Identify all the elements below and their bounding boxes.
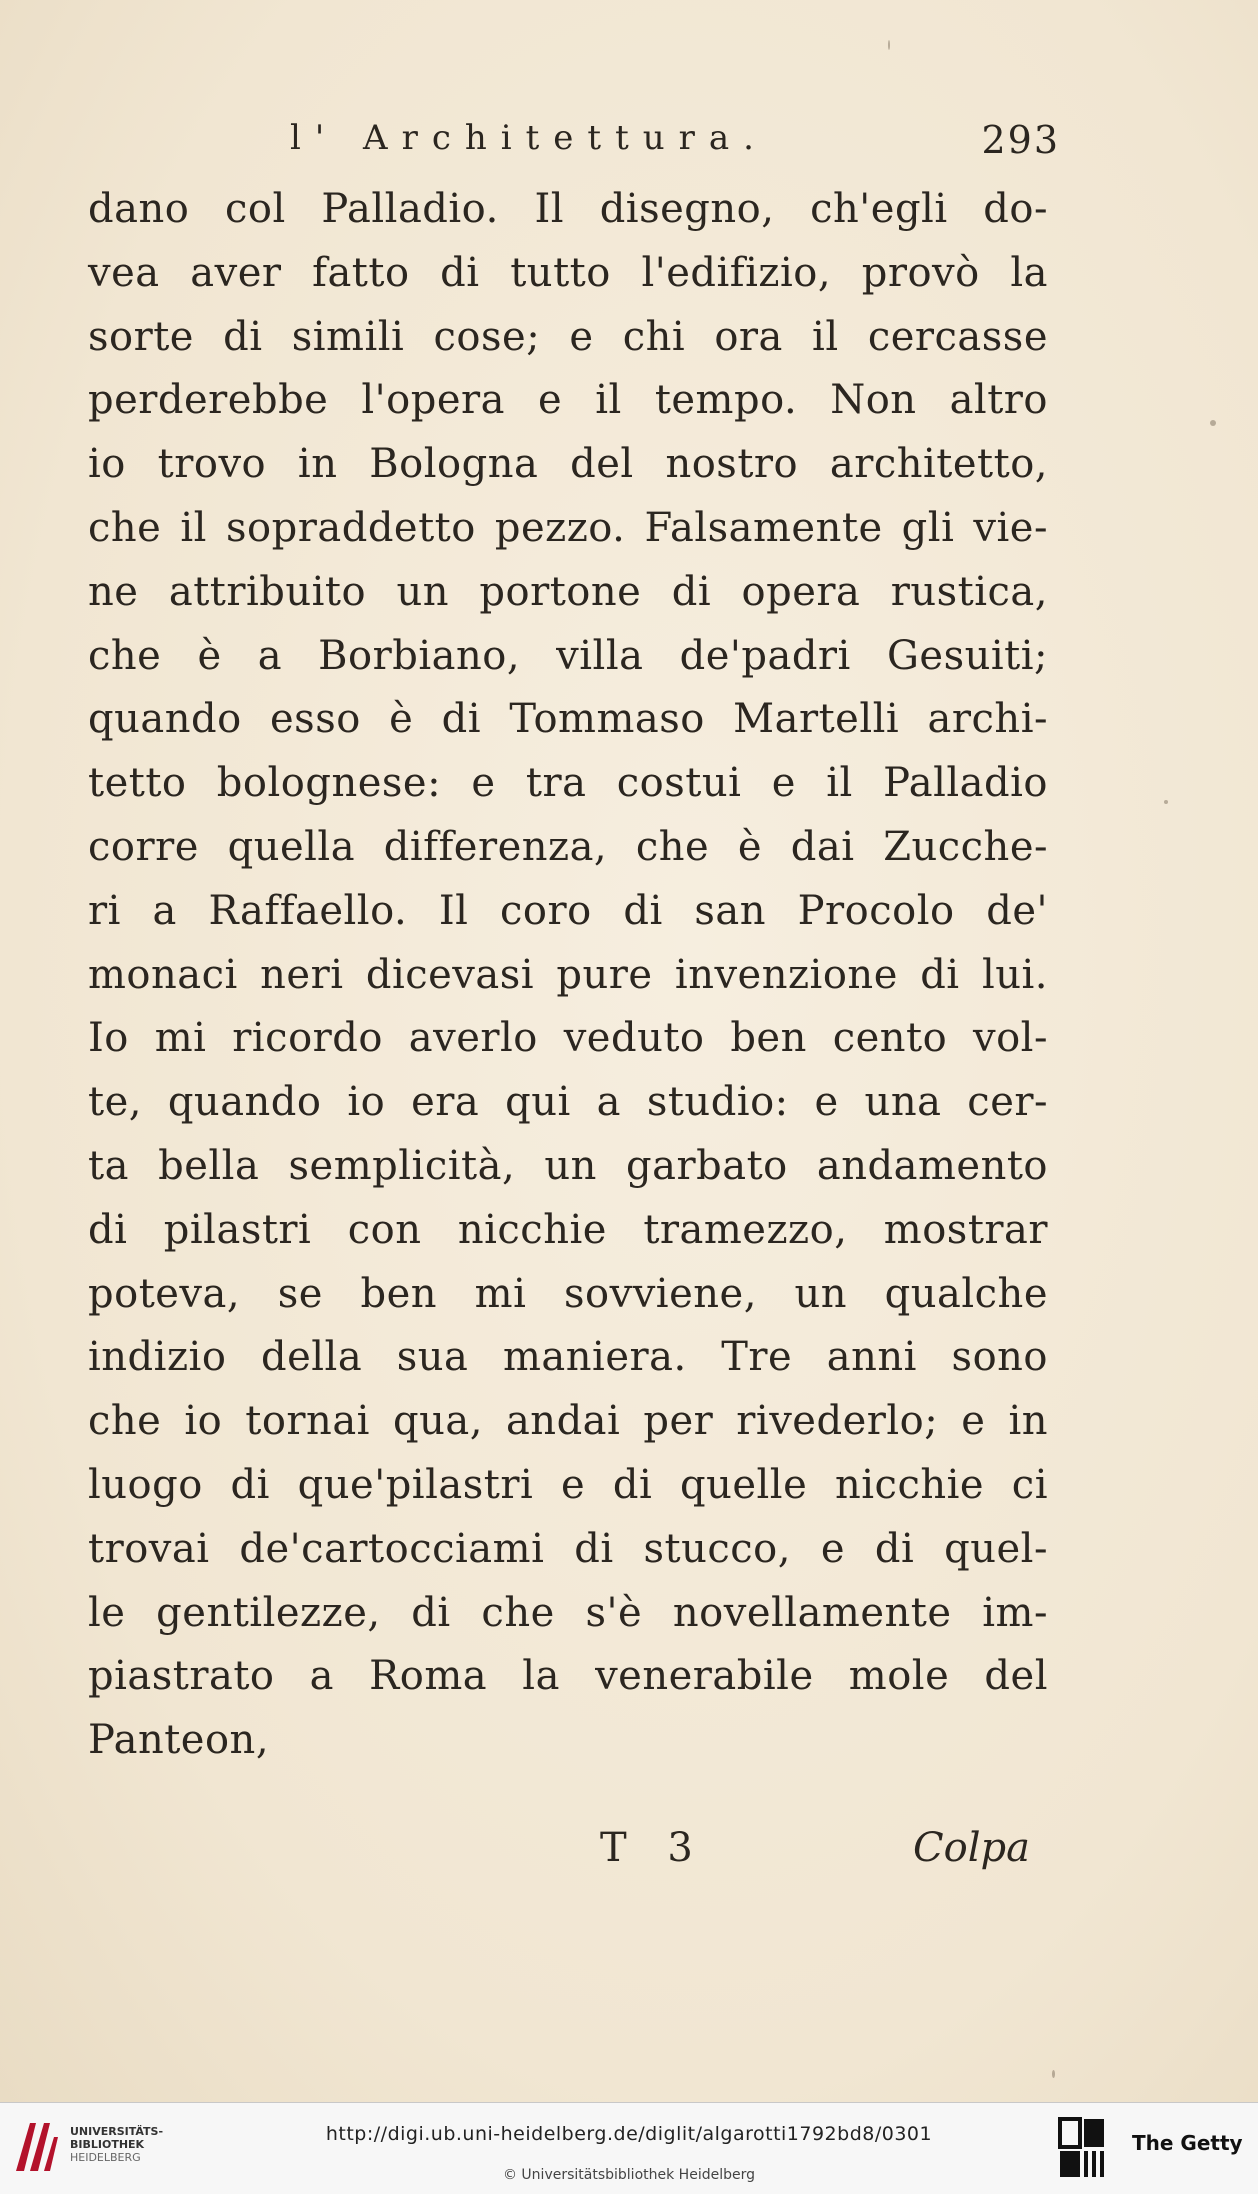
- text-line: ta bella semplicità, un garbato andamento: [88, 1142, 1048, 1189]
- text-line: quando esso è di Tommaso Martelli archi-: [88, 696, 1048, 743]
- getty-logo-icon[interactable]: [1058, 2117, 1108, 2179]
- text-line: poteva, se ben mi sovviene, un qualche: [88, 1270, 1048, 1317]
- partner-name: The Getty: [1132, 2131, 1243, 2155]
- running-title: l' Architettura.: [290, 118, 768, 158]
- text-line: le gentilezze, di che s'è novellamente im-: [88, 1589, 1048, 1636]
- text-line: sorte di simili cose; e chi ora il cercasse: [88, 313, 1048, 360]
- copyright-notice: © Universitätsbibliothek Heidelberg: [502, 2167, 755, 2183]
- text-line: ne attribuito un portone di opera rustica,: [88, 568, 1048, 615]
- running-header: [290, 118, 1060, 168]
- text-line: indizio della sua maniera. Tre anni sono: [88, 1334, 1048, 1381]
- paper-speck: [1210, 420, 1216, 426]
- text-line: vea aver fatto di tutto l'edifizio, provò la: [88, 249, 1048, 296]
- text-line: trovai de'cartocciami di stucco, e di quel-: [88, 1525, 1048, 1572]
- permalink-url[interactable]: http://digi.ub.uni-heidelberg.de/diglit/algarotti1792bd8/0301: [325, 2123, 933, 2145]
- page-number: 293: [981, 118, 1060, 162]
- text-line: Panteon,: [88, 1717, 270, 1764]
- text-line: Io mi ricordo averlo veduto ben cento vol-: [88, 1015, 1048, 1062]
- text-line: perderebbe l'opera e il tempo. Non altro: [88, 377, 1048, 424]
- text-line: piastrato a Roma la venerabile mole del: [88, 1653, 1048, 1700]
- text-line: corre quella differenza, che è dai Zucche-: [88, 823, 1048, 870]
- text-line: dano col Palladio. Il disegno, ch'egli do-: [88, 186, 1048, 232]
- text-line: che è a Borbiano, villa de'padri Gesuiti;: [88, 632, 1048, 679]
- text-line: che io tornai qua, andai per rivederlo; e in: [88, 1398, 1048, 1445]
- paper-speck: [888, 40, 890, 50]
- text-line: luogo di que'pilastri e di quelle nicchie ci: [88, 1461, 1048, 1508]
- text-line: che il sopraddetto pezzo. Falsamente gli vie-: [88, 504, 1048, 551]
- paper-speck: [1052, 2070, 1055, 2078]
- catchword: Colpa: [913, 1825, 1030, 1871]
- text-line: te, quando io era qui a studio: e una cer-: [88, 1079, 1048, 1126]
- signature-mark: T 3: [600, 1825, 707, 1871]
- text-line: tetto bolognese: e tra costui e il Palladio: [88, 760, 1048, 807]
- viewer-footer-bar: [0, 2102, 1258, 2194]
- text-line: io trovo in Bologna del nostro architetto,: [88, 441, 1048, 488]
- body-text: [88, 178, 1048, 1773]
- text-line: di pilastri con nicchie tramezzo, mostrar: [88, 1206, 1048, 1253]
- library-name: UNIVERSITÄTS- BIBLIOTHEK HEIDELBERG: [70, 2125, 164, 2164]
- text-line: ri a Raffaello. Il coro di san Procolo de': [88, 887, 1048, 934]
- text-line: monaci neri dicevasi pure invenzione di lui.: [88, 951, 1048, 998]
- paper-speck: [1164, 800, 1168, 804]
